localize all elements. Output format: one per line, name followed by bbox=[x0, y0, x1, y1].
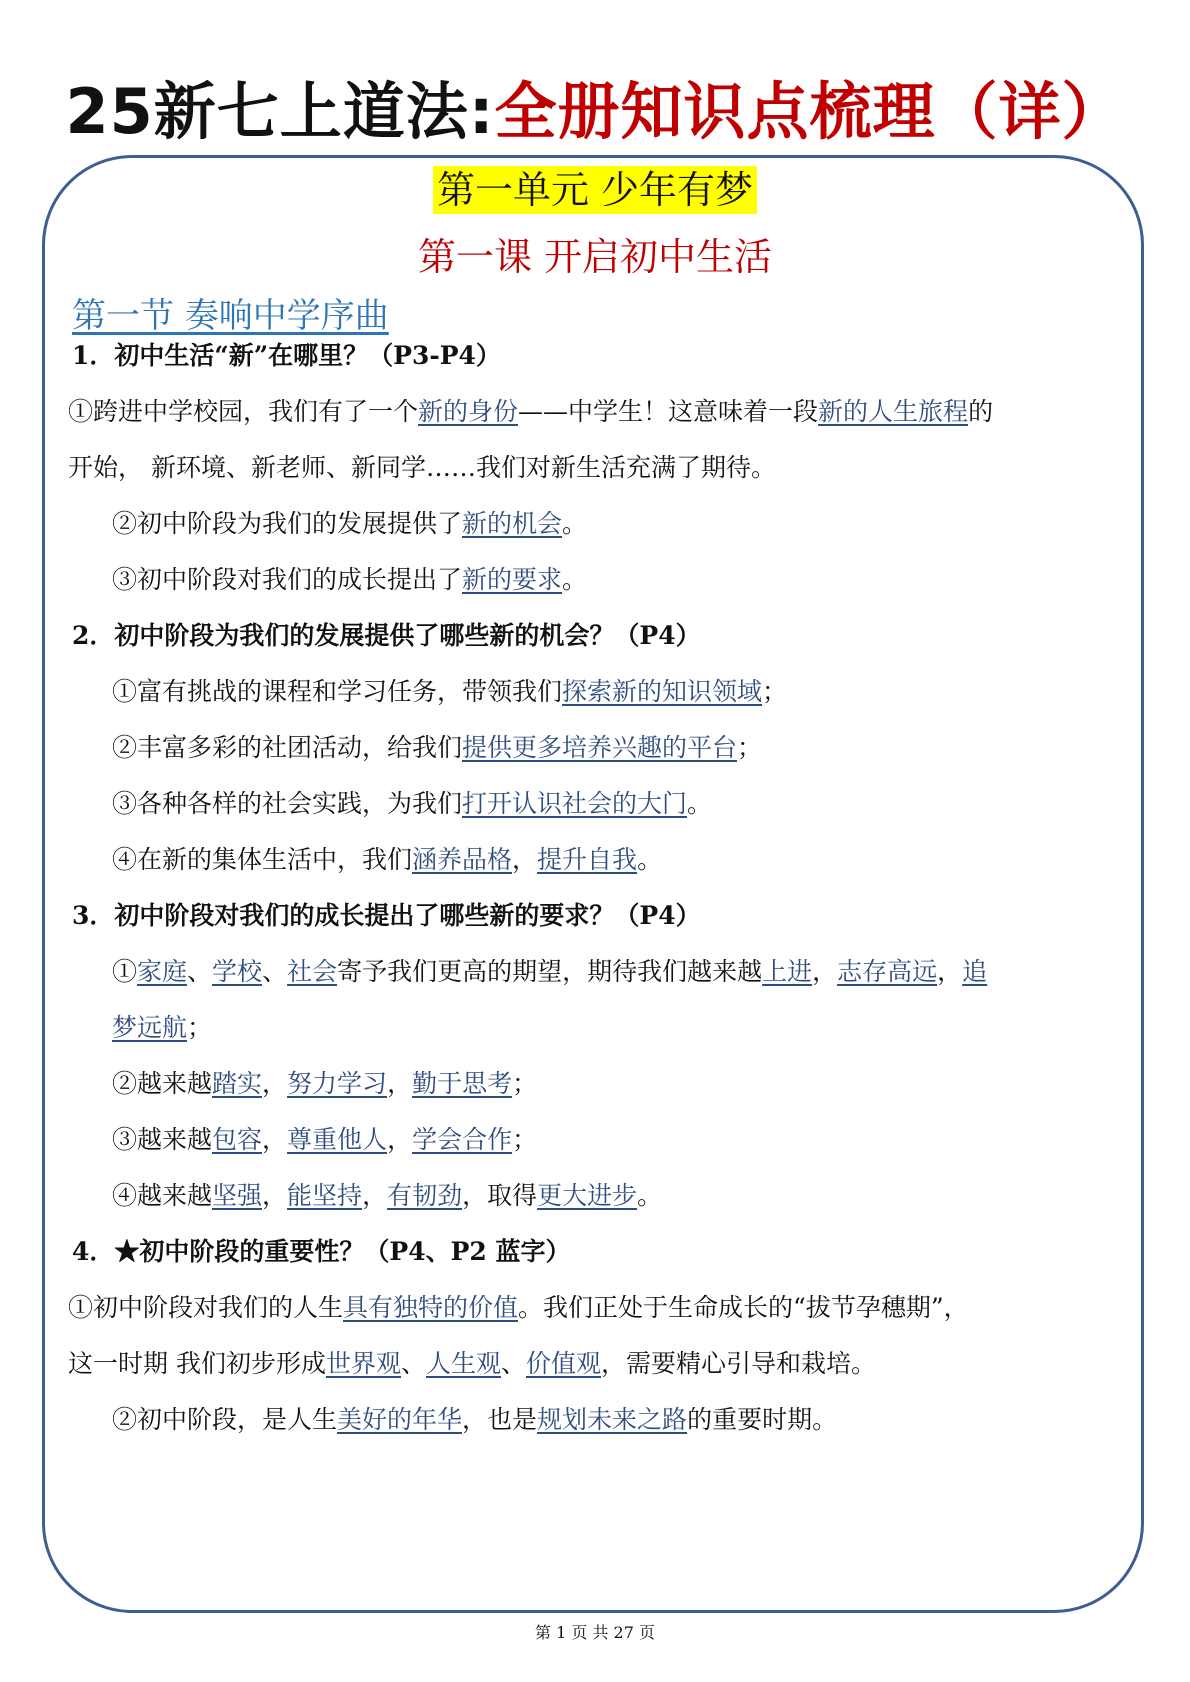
text-run: ④越来越 bbox=[112, 1181, 213, 1210]
q1-answer-2 bbox=[112, 506, 587, 542]
question-1: 1．初中生活“新”在哪里？（P3-P4） bbox=[72, 341, 501, 370]
key-term: 梦远航 bbox=[112, 1013, 188, 1042]
key-term: 志存高远 bbox=[837, 957, 938, 986]
q4-answer-1 bbox=[68, 1290, 969, 1326]
q1-answer-1 bbox=[68, 394, 993, 430]
text-run: 。 bbox=[562, 565, 588, 594]
key-term: 能坚持 bbox=[287, 1181, 363, 1210]
text-run: ②初中阶段为我们的发展提供了 bbox=[112, 509, 463, 538]
text-run: 的 bbox=[968, 397, 994, 426]
text-run: 的重要时期。 bbox=[687, 1405, 838, 1434]
key-term: 家庭 bbox=[137, 957, 188, 986]
key-term: 追 bbox=[962, 957, 988, 986]
text-run: ① bbox=[112, 957, 138, 986]
key-term: 踏实 bbox=[212, 1069, 263, 1098]
q2-answer-1 bbox=[112, 674, 787, 710]
key-term: 提升自我 bbox=[537, 845, 638, 874]
text-run: ③各种各样的社会实践，为我们 bbox=[112, 789, 463, 818]
key-term: 人生观 bbox=[425, 1349, 501, 1378]
text-run: ； bbox=[762, 677, 788, 706]
lesson-heading: 第一课 开启初中生活 bbox=[417, 235, 773, 279]
text-run: ①富有挑战的课程和学习任务，带领我们 bbox=[112, 677, 563, 706]
title-prefix: 25新七上道法: bbox=[65, 75, 495, 148]
text-run: ， bbox=[512, 845, 538, 874]
key-term: 尊重他人 bbox=[287, 1125, 388, 1154]
text-run: 寄予我们更高的期望，期待我们越来越 bbox=[337, 957, 763, 986]
text-run: 。 bbox=[687, 789, 713, 818]
q3-answer-2 bbox=[112, 1066, 537, 1102]
text-run: 。 bbox=[637, 1181, 663, 1210]
page-footer: 第 1 页 共 27 页 bbox=[535, 1623, 655, 1642]
text-run: ，也是 bbox=[462, 1405, 538, 1434]
key-term: 世界观 bbox=[325, 1349, 401, 1378]
key-term: 坚强 bbox=[212, 1181, 263, 1210]
q4-answer-2 bbox=[112, 1402, 837, 1438]
key-term: 新的机会 bbox=[462, 509, 563, 538]
text-run: ①初中阶段对我们的人生 bbox=[68, 1293, 344, 1322]
text-run: 这一时期 我们初步形成 bbox=[68, 1349, 326, 1378]
key-term: 新的身份 bbox=[418, 397, 519, 426]
q2-answer-3 bbox=[112, 786, 712, 822]
q3-answer-4 bbox=[112, 1178, 662, 1214]
text-run: ④在新的集体生活中，我们 bbox=[112, 845, 413, 874]
q4-answer-1-cont bbox=[68, 1346, 876, 1382]
q3-answer-1 bbox=[112, 954, 987, 990]
key-term: 打开认识社会的大门 bbox=[462, 789, 688, 818]
text-run: 。 bbox=[562, 509, 588, 538]
key-term: 学校 bbox=[212, 957, 263, 986]
text-run: ； bbox=[187, 1013, 213, 1042]
q3-answer-3 bbox=[112, 1122, 537, 1158]
key-term: 规划未来之路 bbox=[537, 1405, 688, 1434]
text-run: ， bbox=[362, 1181, 388, 1210]
key-term: 努力学习 bbox=[287, 1069, 388, 1098]
question-4: 4．★初中阶段的重要性？（P4、P2 蓝字） bbox=[72, 1237, 571, 1266]
text-run: ， bbox=[387, 1125, 413, 1154]
key-term: 价值观 bbox=[526, 1349, 602, 1378]
text-run: 、 bbox=[262, 957, 288, 986]
text-run: ，取得 bbox=[462, 1181, 538, 1210]
text-run: 、 bbox=[187, 957, 213, 986]
text-run: ， bbox=[262, 1125, 288, 1154]
question-3: 3．初中阶段对我们的成长提出了哪些新的要求？（P4） bbox=[72, 901, 701, 930]
key-term: 提供更多培养兴趣的平台 bbox=[462, 733, 738, 762]
key-term: 上进 bbox=[762, 957, 813, 986]
key-term: 新的人生旅程 bbox=[818, 397, 969, 426]
q2-answer-4 bbox=[112, 842, 662, 878]
q1-answer-3 bbox=[112, 562, 587, 598]
section-heading: 第一节 奏响中学序曲 bbox=[72, 296, 389, 336]
document-title bbox=[0, 72, 1190, 152]
text-run: ， bbox=[262, 1069, 288, 1098]
text-run: ， bbox=[387, 1069, 413, 1098]
unit-heading bbox=[0, 165, 1190, 215]
q1-answer-1-cont: 开始， 新环境、新老师、新同学……我们对新生活充满了期待。 bbox=[68, 453, 776, 482]
text-run: ， bbox=[937, 957, 963, 986]
text-run: ； bbox=[512, 1125, 538, 1154]
text-run: ②丰富多彩的社团活动，给我们 bbox=[112, 733, 463, 762]
question-2: 2．初中阶段为我们的发展提供了哪些新的机会？（P4） bbox=[72, 621, 701, 650]
key-term: 学会合作 bbox=[412, 1125, 513, 1154]
unit-label: 第一单元 少年有梦 bbox=[433, 166, 757, 214]
text-run: ②初中阶段，是人生 bbox=[112, 1405, 338, 1434]
text-run: ， bbox=[262, 1181, 288, 1210]
text-run: ，需要精心引导和栽培。 bbox=[601, 1349, 877, 1378]
text-run: ②越来越 bbox=[112, 1069, 213, 1098]
text-run: ； bbox=[737, 733, 763, 762]
text-run: ③初中阶段对我们的成长提出了 bbox=[112, 565, 463, 594]
key-term: 勤于思考 bbox=[412, 1069, 513, 1098]
text-run: 。我们正处于生命成长的“拔节孕穗期”， bbox=[518, 1293, 969, 1322]
text-run: ③越来越 bbox=[112, 1125, 213, 1154]
text-run: 。 bbox=[637, 845, 663, 874]
text-run: ①跨进中学校园，我们有了一个 bbox=[68, 397, 419, 426]
key-term: 美好的年华 bbox=[337, 1405, 463, 1434]
key-term: 涵养品格 bbox=[412, 845, 513, 874]
text-run: ； bbox=[512, 1069, 538, 1098]
title-main: 全册知识点梳理（详） bbox=[494, 75, 1125, 148]
key-term: 有韧劲 bbox=[387, 1181, 463, 1210]
text-run: ， bbox=[812, 957, 838, 986]
key-term: 社会 bbox=[287, 957, 338, 986]
text-run: 、 bbox=[400, 1349, 426, 1378]
q2-answer-2 bbox=[112, 730, 762, 766]
key-term: 更大进步 bbox=[537, 1181, 638, 1210]
q3-answer-1-cont bbox=[112, 1010, 212, 1046]
text-run: ——中学生！这意味着一段 bbox=[518, 397, 819, 426]
key-term: 探索新的知识领域 bbox=[562, 677, 763, 706]
key-term: 具有独特的价值 bbox=[343, 1293, 519, 1322]
text-run: 、 bbox=[501, 1349, 527, 1378]
key-term: 包容 bbox=[212, 1125, 263, 1154]
key-term: 新的要求 bbox=[462, 565, 563, 594]
